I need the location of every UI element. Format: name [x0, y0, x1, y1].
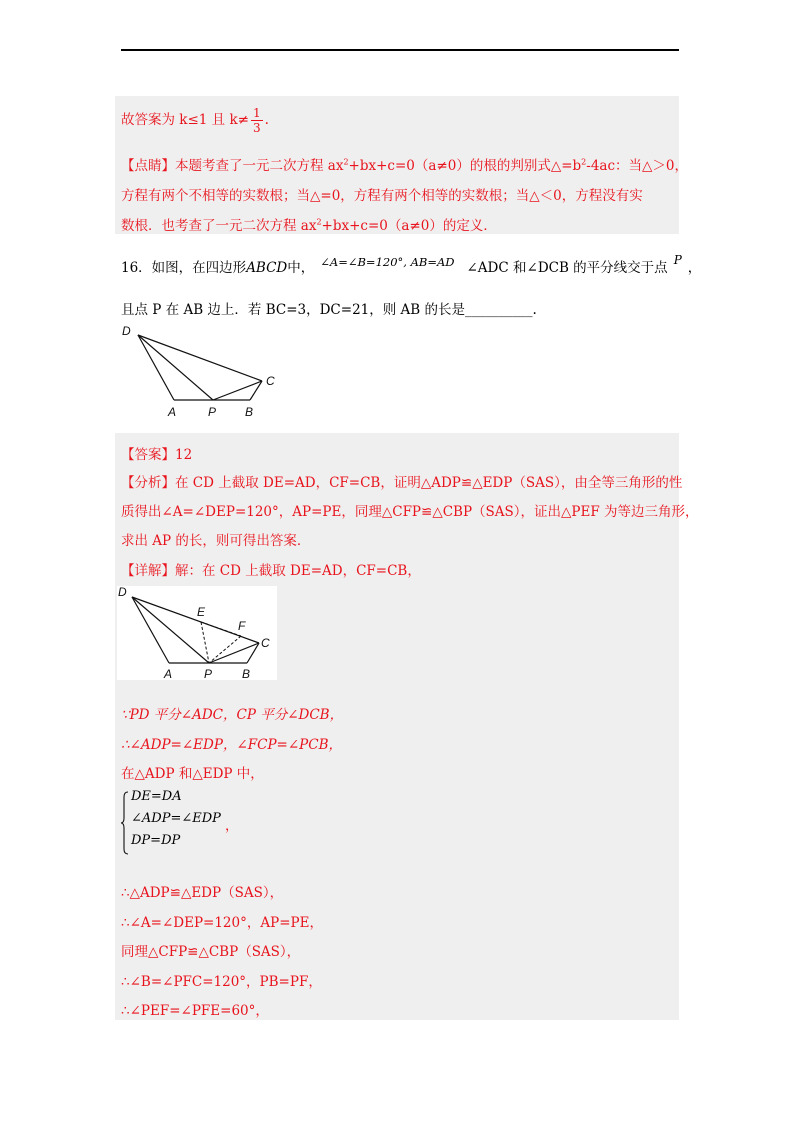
system-eq-1: DE=DA: [131, 789, 182, 804]
label-p: P: [208, 405, 217, 419]
system-eq-2: ∠ADP=∠EDP: [131, 811, 221, 826]
system-comma: ，: [225, 818, 239, 834]
equation-system: [121, 789, 241, 855]
comment-line-2: 方程有两个不相等的实数根；当△=0，方程有两个相等的实数根；当△＜0，方程没有实: [121, 188, 643, 204]
prev-solution-block: [115, 96, 688, 234]
analysis-line-1: 【分析】在 CD 上截取 DE=AD，CF=CB，证明△ADP≌△EDP（SAS），由全等三角形的性: [121, 475, 683, 491]
quadrilateral-figure-2: [117, 586, 277, 680]
system-eq-3: DP=DP: [131, 833, 181, 848]
step-1: ∵PD 平分∠ADC，CP 平分∠DCB，: [121, 707, 344, 723]
step-3: 在△ADP 和△EDP 中，: [121, 766, 264, 782]
label-a: A: [164, 667, 173, 680]
fraction: $\frac{1}{3}$: [252, 106, 261, 135]
comment-line-3: 数根．也考查了一元二次方程 $ax^2+bx+c=0(a\ne 0)$的定义．: [121, 217, 497, 234]
step-2: ∴∠ADP=∠EDP，∠FCP=∠PCB，: [121, 737, 342, 753]
quadrilateral-figure-1: [118, 322, 288, 422]
step-5: ∴∠A=∠DEP=120°，AP=PE，: [121, 915, 323, 931]
segment-cp: [213, 381, 262, 400]
header-rule: [121, 49, 679, 51]
analysis-tag: 【分析】: [121, 475, 175, 491]
edge-da: [138, 335, 174, 400]
analysis-line-2: 质得出∠A=∠DEP=120°，AP=PE，同理△CFP≌△CBP（SAS），证出△PEF 为等边三角形，: [121, 504, 699, 520]
label-f: F: [238, 619, 246, 633]
label-d: D: [122, 324, 131, 338]
edge-dc: [138, 335, 262, 381]
answer-block: [115, 433, 699, 1020]
question-16-line-1: 16．如图，在四边形ABCD中， ∠A=∠B=120°, AB=AD ∠ADC 和∠DCB 的平分线交于点 P ，: [121, 253, 702, 276]
step-8: ∴∠PEF=∠PFE=60°，: [121, 1003, 269, 1019]
answer-blank: __________: [465, 302, 533, 318]
label-b: B: [242, 667, 251, 680]
analysis-line-3: 求出 AP 的长，则可得出答案．: [121, 533, 311, 549]
segment-cp: [209, 643, 259, 663]
step-6: 同理△CFP≌△CBP（SAS），: [121, 944, 301, 960]
label-p: P: [204, 667, 213, 680]
label-e: E: [197, 605, 206, 619]
detail-line: 【详解】解：在 CD 上截取 DE=AD，CF=CB，: [121, 563, 421, 579]
answer-line: [121, 443, 192, 463]
label-c: C: [261, 636, 270, 650]
label-d: D: [118, 586, 127, 599]
label-c: C: [266, 374, 275, 388]
question-16-line-2: 且点 P 在 AB 边上．若 BC=3，DC=21，则 AB 的长是__________.: [121, 302, 537, 318]
detail-tag: 【详解】: [121, 563, 175, 579]
label-b: B: [245, 405, 254, 419]
prev-answer-line: 故答案为 k≤1 且 k≠ $\frac{1}{3}$ .: [121, 106, 269, 135]
label-a: A: [168, 405, 177, 419]
step-7: ∴∠B=∠PFC=120°，PB=PF，: [121, 974, 322, 990]
segment-ef: [201, 622, 241, 636]
segment-pf: [209, 636, 241, 663]
answer-value: 12: [175, 447, 193, 463]
edge-da: [132, 597, 169, 663]
condition-formula: ∠A=∠B=120°, AB=AD: [320, 255, 455, 269]
step-4: ∴△ADP≌△EDP（SAS），: [121, 885, 284, 901]
segment-dp: [138, 335, 213, 400]
left-brace: [121, 791, 129, 855]
comment-tag: 【点睛】: [121, 158, 175, 174]
answer-tag: 【答案】: [121, 447, 175, 463]
comment-line-1: 【点睛】本题考查了一元二次方程 $ax^2+bx+c=0(a\ne 0)$的根的判别式$\triangle=b^2-4ac$：当△＞0，: [121, 157, 688, 174]
